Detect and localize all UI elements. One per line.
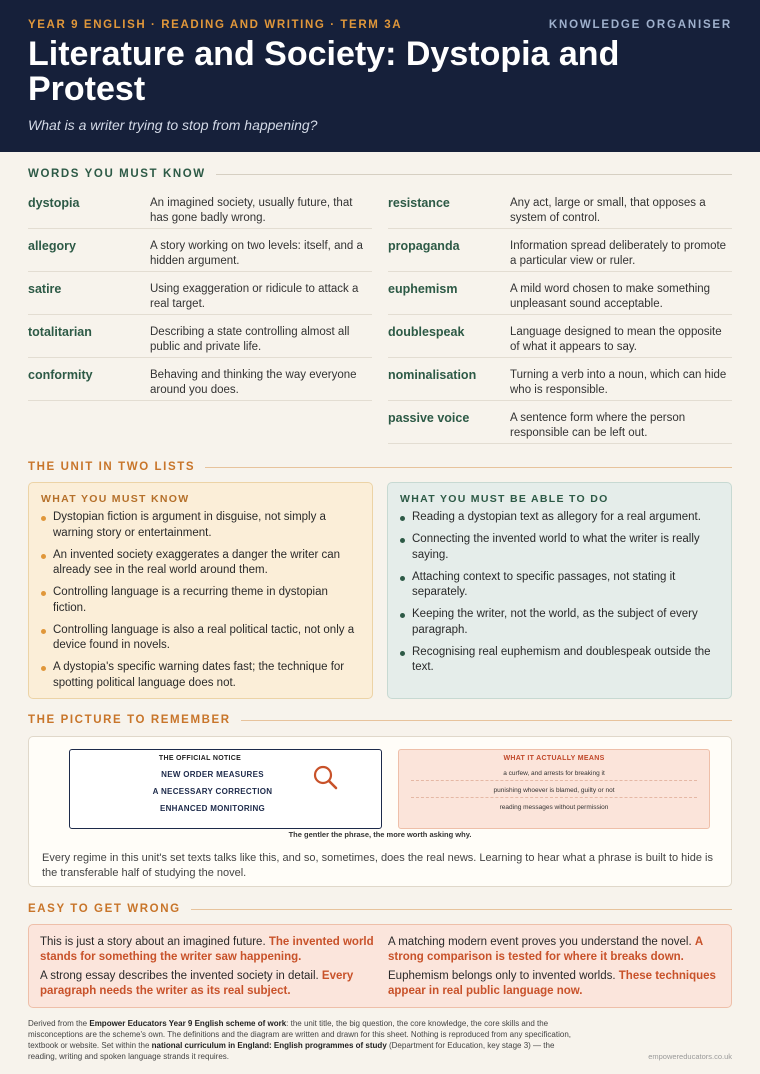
section-divider [205,467,732,468]
bullet-icon [41,629,46,634]
document-type-label: KNOWLEDGE ORGANISER [548,19,732,31]
must-do-list [400,510,719,676]
misconception-item [388,935,723,965]
list-item [41,660,360,691]
vocab-row [28,315,372,358]
wrong-section-header [28,902,732,916]
vocab-row [388,272,732,315]
vocab-term: nominalisation [388,368,477,382]
list-item-text: A dystopia's specific warning dates fast; the technique for spotting political language does not. [53,661,345,689]
vocab-term: passive voice [388,411,470,425]
meaning-line: a curfew, and arrests for breaking it [411,770,697,781]
bullet-icon [400,538,405,543]
unit-section-header [28,460,732,474]
vocab-term: propaganda [388,239,460,253]
vocab-definition: A story working on two levels: itself, and a hidden argument. [150,240,363,267]
bullet-icon [400,576,405,581]
section-divider [191,909,732,910]
list-item-text: Keeping the writer, not the world, as the subject of every paragraph. [412,608,698,636]
curriculum-name: national curriculum in England: English programmes of study [151,1041,387,1050]
list-item-text: Recognising real euphemism and doublespeak outside the text. [412,645,711,673]
meaning-line: reading messages without permission [499,804,609,811]
actual-meaning-title: WHAT IT ACTUALLY MEANS [503,755,605,762]
list-item [400,645,719,676]
misconceptions-panel [28,924,732,1008]
bullet-icon [400,651,405,656]
official-notice-card [69,749,382,829]
vocab-definition: Language designed to mean the opposite of what it appears to say. [510,326,722,353]
vocab-term: totalitarian [28,325,92,339]
list-item-text: An invented society exaggerates a danger the writer can already see in the real world around them. [53,548,341,576]
section-divider [241,720,732,721]
meaning-line: punishing whoever is blamed, guilty or not [411,787,697,798]
list-item-text: Dystopian fiction is argument in disguise, not simply a warning story or entertainment. [53,511,326,539]
vocab-row [28,229,372,272]
list-item [41,585,360,616]
misconception-item [40,969,375,999]
official-notice-title: THE OFFICIAL NOTICE [158,755,242,762]
picture-section-header [28,713,732,727]
actual-meaning-card [398,749,710,829]
vocab-row [388,358,732,401]
misconception-text: This is just a story about an imagined future. [40,936,266,948]
must-know-title: WHAT YOU MUST KNOW [41,493,190,505]
correction-text: The invented world stands for something the writer saw happening. [40,936,374,963]
vocab-row [28,272,372,315]
correction-text: Every paragraph needs the writer as its real subject. [40,970,354,997]
bullet-icon [41,666,46,671]
course-kicker: YEAR 9 ENGLISH · READING AND WRITING · TERM 3A [28,19,403,31]
footer-url: empowereducators.co.uk [648,1052,732,1061]
vocab-row [388,186,732,229]
list-item [41,623,360,654]
list-item-text: Controlling language is also a real political tactic, not only a device found in novels. [53,623,355,651]
list-item-text: Connecting the invented world to what the writer is really saying. [412,533,700,561]
unit-heading: THE UNIT IN TWO LISTS [28,461,196,473]
notice-line: NEW ORDER MEASURES [161,770,264,779]
misconception-text: A matching modern event proves you understand the novel. [388,936,692,948]
must-know-box [28,482,373,699]
notice-line: A NECESSARY CORRECTION [152,787,273,796]
scheme-name: Empower Educators Year 9 English scheme of work [89,1019,287,1028]
page-title: Literature and Society: Dystopia and Protest [28,35,620,108]
big-question: What is a writer trying to stop from happening? [28,117,318,133]
magnifier-icon [312,764,340,792]
list-item-text: Attaching context to specific passages, not stating it separately. [412,570,676,598]
list-item-text: Controlling language is a recurring theme in dystopian fiction. [53,586,328,614]
list-item [41,510,360,541]
vocab-row [388,401,732,444]
bullet-icon [41,516,46,521]
vocab-definition: Describing a state controlling almost all public and private life. [150,326,350,353]
list-item [400,607,719,638]
must-do-title: WHAT YOU MUST BE ABLE TO DO [400,493,609,505]
vocab-definition: A mild word chosen to make something unpleasant sound acceptable. [510,283,711,310]
vocab-term: allegory [28,239,76,253]
wrong-heading: EASY TO GET WRONG [28,903,181,915]
picture-explanation: Every regime in this unit's set texts talks like this, and so, sometimes, does the real news. Learning to hear what a phrase is built to hide is the transferable half of studying the novel. [42,852,713,879]
list-item [400,510,719,526]
footer-text: Derived from the [28,1019,90,1028]
vocab-row [28,186,372,229]
vocab-column-right [388,186,732,444]
vocab-definition: An imagined society, usually future, that has gone badly wrong. [150,197,353,224]
vocab-row [388,315,732,358]
misconception-item [388,969,723,999]
vocab-definition: Behaving and thinking the way everyone around you does. [150,369,357,396]
list-item [400,532,719,563]
misconception-item [40,935,375,965]
vocab-definition: Using exaggeration or ridicule to attack a real target. [150,283,359,310]
header [0,0,760,152]
must-do-box [387,482,732,699]
bullet-icon [400,516,405,521]
vocab-term: conformity [28,368,93,382]
vocab-column-left [28,186,372,401]
vocab-term: resistance [388,196,450,210]
section-divider [216,174,732,175]
vocab-section-header [28,167,732,181]
vocab-heading: WORDS YOU MUST KNOW [28,168,206,180]
footer-credits [28,1018,573,1062]
misconception-text: A strong essay describes the invented society in detail. [40,970,319,982]
picture-heading: THE PICTURE TO REMEMBER [28,714,231,726]
picture-panel [28,736,732,887]
diagram-caption: The gentler the phrase, the more worth asking why. [288,830,472,839]
vocab-definition: Information spread deliberately to promote a particular view or ruler. [510,240,727,267]
list-item [400,570,719,601]
notice-line: ENHANCED MONITORING [159,804,266,813]
vocab-term: dystopia [28,196,80,210]
bullet-icon [41,591,46,596]
must-know-list [41,510,360,691]
list-item-text: Reading a dystopian text as allegory for a real argument. [412,511,701,523]
bullet-icon [41,554,46,559]
vocab-definition: Any act, large or small, that opposes a system of control. [510,197,706,224]
vocab-term: euphemism [388,282,458,296]
vocab-definition: A sentence form where the person responsible can be left out. [510,412,686,439]
footer-text: (Department for Education, key stage 3) — the reading, writing and spoken language strands it requires. [28,1041,555,1061]
misconception-text: Euphemism belongs only to invented worlds. [388,970,616,982]
vocab-row [388,229,732,272]
vocab-term: satire [28,282,62,296]
correction-text: These techniques appear in real public language now. [388,970,716,997]
correction-text: A strong comparison is tested for where it breaks down. [388,936,703,963]
list-item [41,548,360,579]
bullet-icon [400,613,405,618]
vocab-row [28,358,372,401]
footer-text: : the unit title, the big question, the core knowledge, the core skills and the misconceptions are the scheme's own. The definitions and the diagram are written and drawn for this sheet. Nothing is reproduced from any specification, textbook or website. Set within the [28,1019,571,1050]
vocab-definition: Turning a verb into a noun, which can hide who is responsible. [510,369,727,396]
vocab-term: doublespeak [388,325,465,339]
